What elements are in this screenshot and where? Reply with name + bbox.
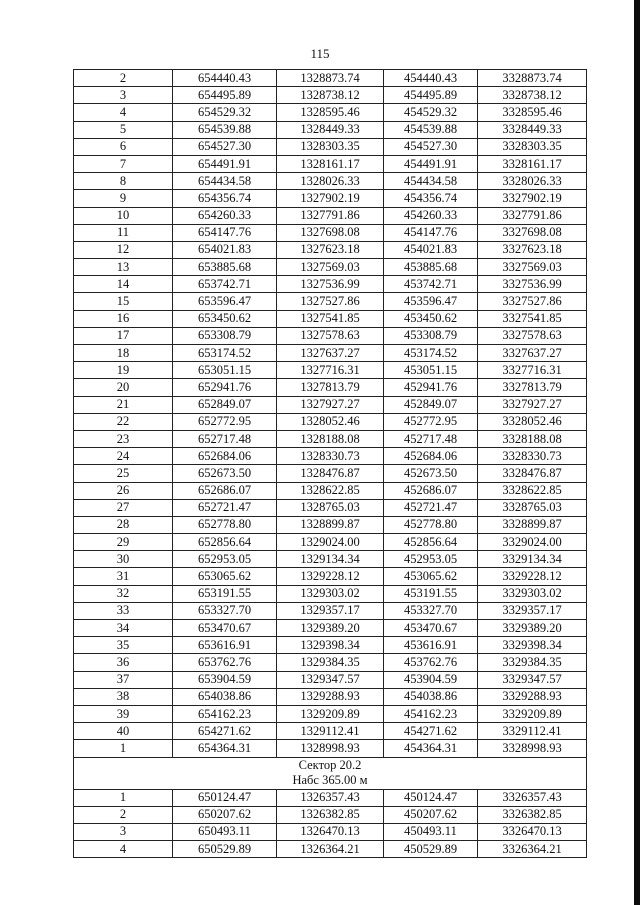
x-local-cell: 454271.62 <box>384 723 478 740</box>
y-local-cell: 3328595.46 <box>478 104 587 121</box>
x-local-cell: 450124.47 <box>384 789 478 806</box>
table-row <box>74 823 587 840</box>
y-local-cell: 3329357.17 <box>478 602 587 619</box>
table-row <box>74 190 587 207</box>
point-number-cell: 2 <box>74 806 173 823</box>
y-local-cell: 3327578.63 <box>478 327 587 344</box>
x-local-cell: 453191.55 <box>384 585 478 602</box>
x-local-cell: 454529.32 <box>384 104 478 121</box>
point-number-cell: 15 <box>74 293 173 310</box>
x-local-cell: 453596.47 <box>384 293 478 310</box>
y-coordinate-cell: 1326357.43 <box>277 789 384 806</box>
table-row <box>74 362 587 379</box>
x-coordinate-cell: 654147.76 <box>173 224 277 241</box>
y-coordinate-cell: 1327569.03 <box>277 259 384 276</box>
y-local-cell: 3328765.03 <box>478 499 587 516</box>
table-row <box>74 499 587 516</box>
point-number-cell: 34 <box>74 620 173 637</box>
y-local-cell: 3329228.12 <box>478 568 587 585</box>
table-row <box>74 806 587 823</box>
y-coordinate-cell: 1327623.18 <box>277 241 384 258</box>
x-coordinate-cell: 652849.07 <box>173 396 277 413</box>
y-coordinate-cell: 1327902.19 <box>277 190 384 207</box>
point-number-cell: 37 <box>74 671 173 688</box>
table-row <box>74 121 587 138</box>
y-coordinate-cell: 1329288.93 <box>277 688 384 705</box>
coordinates-table-body <box>74 70 587 758</box>
point-number-cell: 8 <box>74 173 173 190</box>
y-local-cell: 3328476.87 <box>478 465 587 482</box>
table-row <box>74 259 587 276</box>
point-number-cell: 29 <box>74 534 173 551</box>
y-local-cell: 3327813.79 <box>478 379 587 396</box>
table-row <box>74 87 587 104</box>
table-row <box>74 789 587 806</box>
table-row <box>74 551 587 568</box>
x-coordinate-cell: 654434.58 <box>173 173 277 190</box>
table-row <box>74 465 587 482</box>
x-coordinate-cell: 653065.62 <box>173 568 277 585</box>
y-coordinate-cell: 1327637.27 <box>277 345 384 362</box>
point-number-cell: 6 <box>74 138 173 155</box>
y-coordinate-cell: 1328595.46 <box>277 104 384 121</box>
x-local-cell: 454021.83 <box>384 241 478 258</box>
y-local-cell: 3329347.57 <box>478 671 587 688</box>
x-coordinate-cell: 652778.80 <box>173 516 277 533</box>
x-coordinate-cell: 654491.91 <box>173 155 277 172</box>
x-coordinate-cell: 654440.43 <box>173 70 277 87</box>
page-number: 115 <box>310 46 330 61</box>
x-coordinate-cell: 653051.15 <box>173 362 277 379</box>
y-coordinate-cell: 1328052.46 <box>277 413 384 430</box>
x-local-cell: 453470.67 <box>384 620 478 637</box>
point-number-cell: 36 <box>74 654 173 671</box>
y-coordinate-cell: 1328765.03 <box>277 499 384 516</box>
point-number-cell: 25 <box>74 465 173 482</box>
y-local-cell: 3329288.93 <box>478 688 587 705</box>
x-coordinate-cell: 653762.76 <box>173 654 277 671</box>
x-coordinate-cell: 654495.89 <box>173 87 277 104</box>
x-coordinate-cell: 653596.47 <box>173 293 277 310</box>
x-local-cell: 454260.33 <box>384 207 478 224</box>
table-row <box>74 413 587 430</box>
point-number-cell: 23 <box>74 430 173 447</box>
table-row <box>74 138 587 155</box>
x-coordinate-cell: 652772.95 <box>173 413 277 430</box>
x-coordinate-cell: 653885.68 <box>173 259 277 276</box>
x-local-cell: 453885.68 <box>384 259 478 276</box>
x-local-cell: 452778.80 <box>384 516 478 533</box>
x-local-cell: 454440.43 <box>384 70 478 87</box>
table-row <box>74 688 587 705</box>
x-coordinate-cell: 652941.76 <box>173 379 277 396</box>
y-local-cell: 3327927.27 <box>478 396 587 413</box>
y-local-cell: 3329134.34 <box>478 551 587 568</box>
y-coordinate-cell: 1327698.08 <box>277 224 384 241</box>
y-local-cell: 3328899.87 <box>478 516 587 533</box>
x-coordinate-cell: 654021.83 <box>173 241 277 258</box>
y-local-cell: 3328998.93 <box>478 740 587 757</box>
section-header-row <box>74 757 587 789</box>
table-row <box>74 276 587 293</box>
x-coordinate-cell: 653450.62 <box>173 310 277 327</box>
x-coordinate-cell: 654356.74 <box>173 190 277 207</box>
x-local-cell: 454356.74 <box>384 190 478 207</box>
y-local-cell: 3327902.19 <box>478 190 587 207</box>
x-coordinate-cell: 652721.47 <box>173 499 277 516</box>
point-number-cell: 3 <box>74 823 173 840</box>
point-number-cell: 2 <box>74 70 173 87</box>
section-table-body <box>74 789 587 858</box>
x-local-cell: 450493.11 <box>384 823 478 840</box>
y-coordinate-cell: 1327541.85 <box>277 310 384 327</box>
y-local-cell: 3328161.17 <box>478 155 587 172</box>
point-number-cell: 19 <box>74 362 173 379</box>
y-local-cell: 3327716.31 <box>478 362 587 379</box>
scan-edge-border <box>634 0 640 905</box>
x-local-cell: 454038.86 <box>384 688 478 705</box>
x-coordinate-cell: 654364.31 <box>173 740 277 757</box>
y-local-cell: 3328873.74 <box>478 70 587 87</box>
x-coordinate-cell: 653616.91 <box>173 637 277 654</box>
y-coordinate-cell: 1327578.63 <box>277 327 384 344</box>
table-row <box>74 740 587 757</box>
y-coordinate-cell: 1328161.17 <box>277 155 384 172</box>
y-coordinate-cell: 1327791.86 <box>277 207 384 224</box>
y-local-cell: 3327698.08 <box>478 224 587 241</box>
y-coordinate-cell: 1328449.33 <box>277 121 384 138</box>
x-local-cell: 454147.76 <box>384 224 478 241</box>
x-local-cell: 453065.62 <box>384 568 478 585</box>
x-coordinate-cell: 654527.30 <box>173 138 277 155</box>
y-local-cell: 3327541.85 <box>478 310 587 327</box>
x-coordinate-cell: 650207.62 <box>173 806 277 823</box>
y-local-cell: 3329024.00 <box>478 534 587 551</box>
point-number-cell: 33 <box>74 602 173 619</box>
point-number-cell: 26 <box>74 482 173 499</box>
y-coordinate-cell: 1327536.99 <box>277 276 384 293</box>
y-coordinate-cell: 1328303.35 <box>277 138 384 155</box>
y-coordinate-cell: 1328738.12 <box>277 87 384 104</box>
y-local-cell: 3326382.85 <box>478 806 587 823</box>
point-number-cell: 38 <box>74 688 173 705</box>
y-coordinate-cell: 1329357.17 <box>277 602 384 619</box>
y-local-cell: 3328052.46 <box>478 413 587 430</box>
y-coordinate-cell: 1329024.00 <box>277 534 384 551</box>
x-local-cell: 453742.71 <box>384 276 478 293</box>
x-local-cell: 454491.91 <box>384 155 478 172</box>
x-local-cell: 454539.88 <box>384 121 478 138</box>
y-local-cell: 3328303.35 <box>478 138 587 155</box>
x-local-cell: 452772.95 <box>384 413 478 430</box>
y-coordinate-cell: 1329384.35 <box>277 654 384 671</box>
table-row <box>74 70 587 87</box>
x-local-cell: 454495.89 <box>384 87 478 104</box>
point-number-cell: 13 <box>74 259 173 276</box>
point-number-cell: 17 <box>74 327 173 344</box>
point-number-cell: 21 <box>74 396 173 413</box>
point-number-cell: 4 <box>74 841 173 858</box>
table-row <box>74 430 587 447</box>
x-local-cell: 454527.30 <box>384 138 478 155</box>
point-number-cell: 20 <box>74 379 173 396</box>
x-coordinate-cell: 654529.32 <box>173 104 277 121</box>
table-row <box>74 379 587 396</box>
x-coordinate-cell: 652856.64 <box>173 534 277 551</box>
y-coordinate-cell: 1328188.08 <box>277 430 384 447</box>
y-coordinate-cell: 1329112.41 <box>277 723 384 740</box>
y-local-cell: 3329389.20 <box>478 620 587 637</box>
x-coordinate-cell: 654271.62 <box>173 723 277 740</box>
x-local-cell: 453450.62 <box>384 310 478 327</box>
x-coordinate-cell: 654539.88 <box>173 121 277 138</box>
point-number-cell: 39 <box>74 705 173 722</box>
table-row <box>74 155 587 172</box>
section-title: Сектор 20.2 <box>298 758 362 772</box>
y-local-cell: 3328622.85 <box>478 482 587 499</box>
point-number-cell: 10 <box>74 207 173 224</box>
y-local-cell: 3329112.41 <box>478 723 587 740</box>
x-local-cell: 452856.64 <box>384 534 478 551</box>
y-coordinate-cell: 1326364.21 <box>277 841 384 858</box>
point-number-cell: 1 <box>74 789 173 806</box>
table-row <box>74 345 587 362</box>
table-row <box>74 207 587 224</box>
table-row <box>74 293 587 310</box>
point-number-cell: 12 <box>74 241 173 258</box>
x-coordinate-cell: 652953.05 <box>173 551 277 568</box>
y-local-cell: 3326470.13 <box>478 823 587 840</box>
x-coordinate-cell: 650493.11 <box>173 823 277 840</box>
y-coordinate-cell: 1327527.86 <box>277 293 384 310</box>
x-local-cell: 452941.76 <box>384 379 478 396</box>
y-local-cell: 3327536.99 <box>478 276 587 293</box>
table-row <box>74 637 587 654</box>
y-coordinate-cell: 1327716.31 <box>277 362 384 379</box>
x-local-cell: 450529.89 <box>384 841 478 858</box>
y-coordinate-cell: 1329303.02 <box>277 585 384 602</box>
table-row <box>74 602 587 619</box>
y-coordinate-cell: 1329209.89 <box>277 705 384 722</box>
y-coordinate-cell: 1329347.57 <box>277 671 384 688</box>
x-coordinate-cell: 654260.33 <box>173 207 277 224</box>
y-local-cell: 3328026.33 <box>478 173 587 190</box>
point-number-cell: 5 <box>74 121 173 138</box>
x-coordinate-cell: 653191.55 <box>173 585 277 602</box>
x-local-cell: 453762.76 <box>384 654 478 671</box>
point-number-cell: 31 <box>74 568 173 585</box>
x-coordinate-cell: 652686.07 <box>173 482 277 499</box>
y-coordinate-cell: 1328622.85 <box>277 482 384 499</box>
y-coordinate-cell: 1328476.87 <box>277 465 384 482</box>
table-row <box>74 841 587 858</box>
point-number-cell: 24 <box>74 448 173 465</box>
x-local-cell: 454434.58 <box>384 173 478 190</box>
y-coordinate-cell: 1326382.85 <box>277 806 384 823</box>
y-local-cell: 3329303.02 <box>478 585 587 602</box>
table-row <box>74 671 587 688</box>
point-number-cell: 30 <box>74 551 173 568</box>
section-header-cell <box>74 757 587 789</box>
y-coordinate-cell: 1329134.34 <box>277 551 384 568</box>
x-local-cell: 454364.31 <box>384 740 478 757</box>
y-coordinate-cell: 1329228.12 <box>277 568 384 585</box>
y-local-cell: 3328330.73 <box>478 448 587 465</box>
y-local-cell: 3328188.08 <box>478 430 587 447</box>
point-number-cell: 11 <box>74 224 173 241</box>
y-coordinate-cell: 1328998.93 <box>277 740 384 757</box>
x-local-cell: 453051.15 <box>384 362 478 379</box>
point-number-cell: 18 <box>74 345 173 362</box>
table-row <box>74 568 587 585</box>
y-local-cell: 3327569.03 <box>478 259 587 276</box>
x-coordinate-cell: 654038.86 <box>173 688 277 705</box>
x-local-cell: 452673.50 <box>384 465 478 482</box>
table-row <box>74 173 587 190</box>
table-row <box>74 516 587 533</box>
x-local-cell: 452953.05 <box>384 551 478 568</box>
x-coordinate-cell: 652717.48 <box>173 430 277 447</box>
point-number-cell: 22 <box>74 413 173 430</box>
x-coordinate-cell: 653904.59 <box>173 671 277 688</box>
x-local-cell: 453308.79 <box>384 327 478 344</box>
table-row <box>74 448 587 465</box>
section-height-label: Набс 365.00 м <box>292 773 368 787</box>
point-number-cell: 28 <box>74 516 173 533</box>
table-row <box>74 482 587 499</box>
table-row <box>74 396 587 413</box>
y-coordinate-cell: 1327927.27 <box>277 396 384 413</box>
x-coordinate-cell: 652684.06 <box>173 448 277 465</box>
y-local-cell: 3327527.86 <box>478 293 587 310</box>
point-number-cell: 40 <box>74 723 173 740</box>
point-number-cell: 9 <box>74 190 173 207</box>
y-local-cell: 3329398.34 <box>478 637 587 654</box>
table-row <box>74 241 587 258</box>
x-local-cell: 453174.52 <box>384 345 478 362</box>
table-row <box>74 224 587 241</box>
y-coordinate-cell: 1326470.13 <box>277 823 384 840</box>
x-local-cell: 452684.06 <box>384 448 478 465</box>
x-coordinate-cell: 652673.50 <box>173 465 277 482</box>
y-local-cell: 3329209.89 <box>478 705 587 722</box>
table-row <box>74 723 587 740</box>
y-coordinate-cell: 1328026.33 <box>277 173 384 190</box>
y-coordinate-cell: 1329389.20 <box>277 620 384 637</box>
y-coordinate-cell: 1328873.74 <box>277 70 384 87</box>
point-number-cell: 4 <box>74 104 173 121</box>
x-coordinate-cell: 653742.71 <box>173 276 277 293</box>
point-number-cell: 1 <box>74 740 173 757</box>
y-local-cell: 3329384.35 <box>478 654 587 671</box>
table-row <box>74 310 587 327</box>
y-local-cell: 3326364.21 <box>478 841 587 858</box>
table-row <box>74 104 587 121</box>
point-number-cell: 16 <box>74 310 173 327</box>
y-local-cell: 3327637.27 <box>478 345 587 362</box>
table-row <box>74 534 587 551</box>
point-number-cell: 14 <box>74 276 173 293</box>
table-row <box>74 585 587 602</box>
table-row <box>74 705 587 722</box>
y-coordinate-cell: 1328330.73 <box>277 448 384 465</box>
point-number-cell: 35 <box>74 637 173 654</box>
point-number-cell: 32 <box>74 585 173 602</box>
x-coordinate-cell: 650529.89 <box>173 841 277 858</box>
point-number-cell: 3 <box>74 87 173 104</box>
x-local-cell: 452849.07 <box>384 396 478 413</box>
y-coordinate-cell: 1327813.79 <box>277 379 384 396</box>
point-number-cell: 7 <box>74 155 173 172</box>
x-local-cell: 452686.07 <box>384 482 478 499</box>
coordinates-table <box>73 69 587 858</box>
y-coordinate-cell: 1328899.87 <box>277 516 384 533</box>
x-local-cell: 452717.48 <box>384 430 478 447</box>
y-local-cell: 3328449.33 <box>478 121 587 138</box>
point-number-cell: 27 <box>74 499 173 516</box>
x-coordinate-cell: 653327.70 <box>173 602 277 619</box>
y-local-cell: 3327623.18 <box>478 241 587 258</box>
x-local-cell: 453904.59 <box>384 671 478 688</box>
section-header-body <box>74 757 587 789</box>
x-coordinate-cell: 650124.47 <box>173 789 277 806</box>
x-local-cell: 452721.47 <box>384 499 478 516</box>
y-local-cell: 3328738.12 <box>478 87 587 104</box>
table-row <box>74 620 587 637</box>
x-local-cell: 453327.70 <box>384 602 478 619</box>
y-coordinate-cell: 1329398.34 <box>277 637 384 654</box>
x-coordinate-cell: 653470.67 <box>173 620 277 637</box>
x-local-cell: 453616.91 <box>384 637 478 654</box>
x-coordinate-cell: 654162.23 <box>173 705 277 722</box>
x-local-cell: 450207.62 <box>384 806 478 823</box>
x-coordinate-cell: 653174.52 <box>173 345 277 362</box>
table-row <box>74 654 587 671</box>
y-local-cell: 3327791.86 <box>478 207 587 224</box>
y-local-cell: 3326357.43 <box>478 789 587 806</box>
table-row <box>74 327 587 344</box>
x-local-cell: 454162.23 <box>384 705 478 722</box>
x-coordinate-cell: 653308.79 <box>173 327 277 344</box>
